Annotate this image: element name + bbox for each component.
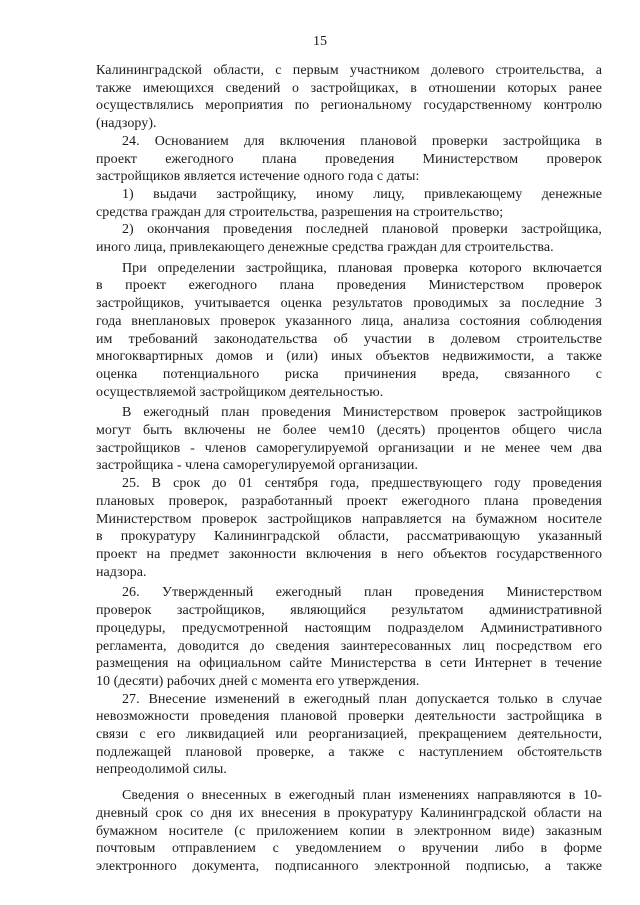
text-line: размещения на официальном сайте Министерства в сети Интернет в течение	[96, 656, 602, 672]
text-line: 10 (десяти) рабочих дней с момента его утверждения.	[96, 673, 420, 689]
text-line: могут быть включены не более чем10 (десять) процентов общего числа	[96, 423, 602, 439]
text-line: электронного документа, подписанного электронной подписью, а также	[96, 858, 602, 874]
paragraph-24-item-2	[96, 221, 602, 256]
text-line: почтовым отправлением с уведомлением о вручении либо в форме	[96, 841, 602, 857]
text-line: застройщика - члена саморегулируемой организации.	[96, 458, 419, 474]
text-line: непреодолимой силы.	[96, 762, 227, 778]
text-line: В ежегодный план проведения Министерством проверок застройщиков	[122, 405, 602, 421]
text-line: застройщиков - членов саморегулируемой организации и не менее чем два	[96, 440, 602, 456]
paragraph-24	[96, 133, 602, 186]
text-line: Калининградской области, с первым участником долевого строительства, а	[96, 63, 602, 78]
paragraph-24-item-1	[96, 186, 602, 221]
text-line: процедуры, предусмотренной настоящим подразделом Административного	[96, 620, 602, 636]
page-number: 15	[313, 34, 327, 49]
text-line: оценка потенциального риска причинения вреда, связанного с	[96, 366, 602, 382]
text-line: подлежащей плановой проверке, а также с наступлением обстоятельств	[96, 744, 602, 760]
text-line: иного лица, привлекающего денежные средства граждан для строительства.	[96, 240, 554, 256]
text-line: года внеплановых проверок указанного лица, анализа состояния соблюдения	[96, 313, 602, 329]
text-line: дневный срок со дня их внесения в прокуратуру Калининградской области на	[96, 805, 602, 821]
text-line: средства граждан для строительства, разрешения на строительство;	[96, 204, 504, 220]
text-line: регламента, доводится до сведения заинтересованных лиц посредством его	[96, 638, 602, 654]
paragraph-24-limit	[96, 404, 602, 475]
text-line: бумажном носителе (с приложением копии в электронном виде) заказным	[96, 823, 602, 839]
paragraph-24-criteria	[96, 260, 602, 402]
paragraph-26	[96, 584, 602, 690]
paragraph-25	[96, 475, 602, 581]
text-line: 2) окончания проведения последней плановой проверки застройщика,	[122, 222, 602, 238]
text-line: надзора.	[96, 564, 147, 580]
text-line: осуществляемой застройщиком деятельностью.	[96, 384, 384, 400]
text-line: в прокуратуру Калининградской области, рассматривающую указанный	[96, 529, 602, 545]
text-line: им требований законодательства об участии в долевом строительстве	[96, 331, 602, 347]
paragraph-27	[96, 691, 602, 780]
document-body	[96, 62, 602, 876]
text-line: также имеющихся сведений о застройщиках, в отношении которых ранее	[96, 80, 602, 96]
text-line: плановых проверок, разработанный проект ежегодного плана проведения	[96, 493, 602, 509]
text-line: в проект ежегодного плана проведения Министерством проверок	[96, 278, 602, 294]
text-line: осуществлялись мероприятия по региональному государственному контролю	[96, 98, 602, 114]
text-line: (надзору).	[96, 116, 157, 132]
text-line: 1) выдачи застройщику, иному лицу, привлекающему денежные	[122, 186, 602, 202]
text-line: застройщиков, учитывается оценка результатов проводимых за последние 3	[96, 296, 602, 312]
text-line: проект ежегодного плана проведения Министерством проверок	[96, 151, 602, 167]
text-line: 27. Внесение изменений в ежегодный план допускается только в случае	[122, 691, 602, 707]
text-line: Сведения о внесенных в ежегодный план изменениях направляются в 10-	[122, 788, 602, 804]
text-line: связи с его ликвидацией или реорганизацией, прекращением деятельности,	[96, 727, 602, 743]
text-line: многоквартирных домов и (или) иных объектов недвижимости, а также	[96, 349, 602, 365]
text-line: застройщиков является истечение одного года с даты:	[96, 169, 420, 185]
text-line: 25. В срок до 01 сентября года, предшествующего году проведения	[122, 476, 602, 492]
text-line: 26. Утвержденный ежегодный план проведения Министерством	[122, 585, 602, 601]
text-line: 24. Основанием для включения плановой проверки застройщика в	[122, 133, 602, 149]
paragraph-continuation	[96, 62, 602, 133]
text-line: проект на предмет законности включения в него объектов государственного	[96, 546, 602, 562]
text-line: проверок застройщиков, являющийся результатом административной	[96, 603, 602, 619]
text-line: Министерством проверок застройщиков направляется на бумажном носителе	[96, 511, 602, 527]
paragraph-27-info	[96, 787, 602, 876]
text-line: невозможности проведения плановой проверки деятельности застройщика в	[96, 709, 602, 725]
text-line: При определении застройщика, плановая проверка которого включается	[122, 260, 602, 276]
